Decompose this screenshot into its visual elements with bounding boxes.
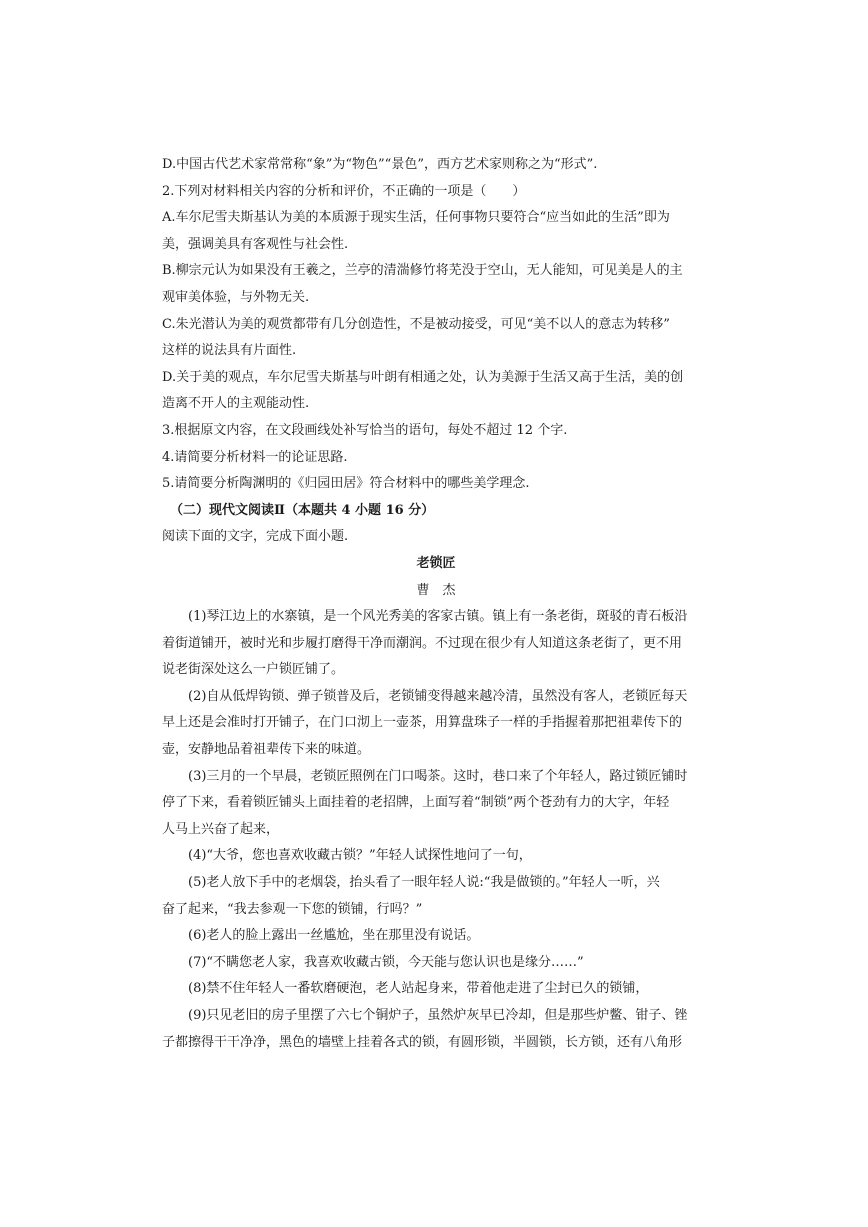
question-5: 5.请简要分析陶渊明的《归园田居》符合材料中的哪些美学理念. <box>162 476 530 492</box>
reading-instruction: 阅读下面的文字，完成下面小题. <box>162 529 349 545</box>
question-4: 4.请简要分析材料一的论证思路. <box>162 449 348 465</box>
question-3: 3.根据原文内容，在文段画线处补写恰当的语句，每处不超过 12 个字. <box>162 422 568 438</box>
section-heading: （二）现代文阅读Ⅱ（本题共 4 小题 16 分） <box>170 502 435 518</box>
question-2-stem: 2.下列对材料相关内容的分析和评价，不正确的一项是（ ） <box>162 183 526 199</box>
paragraph-3-line-3: 人马上兴奋了起来， <box>162 821 280 837</box>
paragraph-1-line-3: 说老街深处这么一户锁匠铺了。 <box>162 662 345 678</box>
story-author: 曹 杰 <box>416 582 456 598</box>
question-2-option-a-line-1: A.车尔尼雪夫斯基认为美的本质源于现实生活，任何事物只要符合“应当如此的生活”即为 <box>162 210 670 226</box>
paragraph-1-line-1: (1)琴江边上的水寨镇，是一个风光秀美的客家古镇。镇上有一条老街，斑驳的青石板沿 <box>188 609 688 625</box>
question-2-option-a-line-2: 美，强调美具有客观性与社会性. <box>162 236 349 252</box>
paragraph-1-line-2: 着街道铺开，被时光和步履打磨得干净而潮润。不过现在很少有人知道这条老街了，更不用 <box>162 635 683 651</box>
question-2-option-b-line-1: B.柳宗元认为如果没有王羲之，兰亭的清湍修竹将芜没于空山，无人能知，可见美是人的主 <box>162 263 683 279</box>
paragraph-9-line-2: 子都擦得干干净净，黑色的墙壁上挂着各式的锁，有圆形锁，半圆锁，长方锁，还有八角形 <box>162 1034 683 1050</box>
question-2-option-d-line-2: 造离不开人的主观能动性. <box>162 396 310 412</box>
paragraph-3-line-2: 停了下来，看着锁匠铺头上面挂着的老招牌，上面写着“制锁”两个苍劲有力的大字，年轻 <box>162 795 670 811</box>
paragraph-9-line-1: (9)只见老旧的房子里摆了六七个铜炉子，虽然炉灰早已冷却，但是那些炉鳖、钳子、锉 <box>188 1008 688 1023</box>
paragraph-2-line-2: 早上还是会准时打开铺子，在门口沏上一壶茶，用算盘珠子一样的手指握着那把祖辈传下的 <box>162 715 683 731</box>
question-1-option-d: D.中国古代艺术家常常称“象”为“物色”“景色”，西方艺术家则称之为“形式”. <box>162 157 598 172</box>
document-body <box>162 152 710 1056</box>
paragraph-7: (7)“不瞒您老人家，我喜欢收藏古锁，今天能与您认识也是缘分……” <box>188 954 584 970</box>
story-title: 老锁匠 <box>416 555 456 571</box>
paragraph-2-line-1: (2)自从低焊钩锁、弹子锁普及后，老锁铺变得越来越冷清，虽然没有客人，老锁匠每天 <box>188 688 688 704</box>
paragraph-5-line-1: (5)老人放下手中的老烟袋，抬头看了一眼年轻人说:“我是做锁的。”年轻人一听，兴 <box>188 875 660 891</box>
paragraph-2-line-3: 壶，安静地品着祖辈传下来的味道。 <box>162 742 371 758</box>
question-2-option-d-line-1: D.关于美的观点，车尔尼雪夫斯基与叶朗有相通之处，认为美源于生活又高于生活，美的创 <box>162 369 684 385</box>
paragraph-4: (4)“大爷，您也喜欢收藏古锁？”年轻人试探性地问了一句， <box>188 848 532 864</box>
paragraph-3-line-1: (3)三月的一个早晨，老锁匠照例在门口喝茶。这时，巷口来了个年轻人，路过锁匠铺时 <box>188 768 688 784</box>
paragraph-8: (8)禁不住年轻人一番软磨硬泡，老人站起身来，带着他走进了尘封已久的锁铺， <box>188 981 649 997</box>
question-2-option-c-line-2: 这样的说法具有片面性. <box>162 343 297 359</box>
question-2-option-c-line-1: C.朱光潜认为美的观赏都带有几分创造性，不是被动接受，可见“美不以人的意志为转移” <box>162 316 670 332</box>
question-2-option-b-line-2: 观审美体验，与外物无关. <box>162 289 310 305</box>
paragraph-6: (6)老人的脸上露出一丝尴尬，坐在那里没有说话。 <box>188 928 480 944</box>
paragraph-5-line-2: 奋了起来，“我去参观一下您的锁铺，行吗？” <box>162 901 423 917</box>
